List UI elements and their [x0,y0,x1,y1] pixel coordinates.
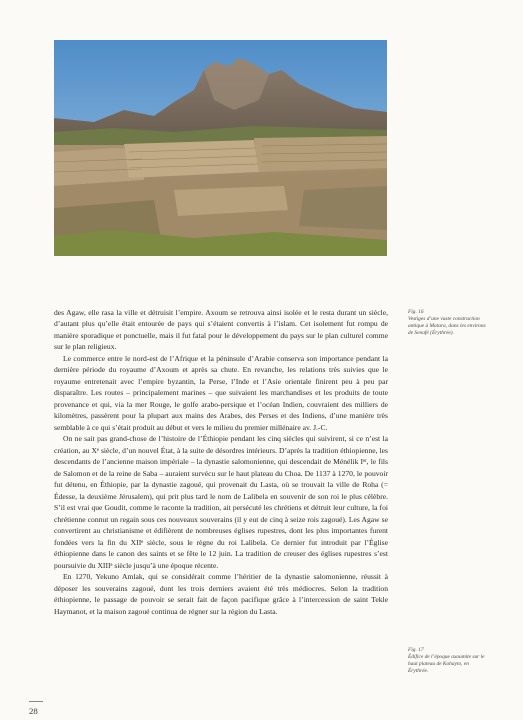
page-number: 28 [29,706,38,716]
paragraph: Le commerce entre le nord-est de l’Afrique et la péninsule d’Arabie conserva son importance pendant la dernière période du royaume d’Axoum et après sa chute. En revanche, les relations très suivies que le royaume entretenait avec l’empire byzantin, la Perse, l’Inde et l’Asie orientale finirent peu à peu par disparaître. Les routes – principalement marines – que suivaient les marchandises et les produits de toute provenance et qui, via la mer Rouge, le golfe arabo-persique et l’océan Indien, couvraient des milliers de kilomètres, passèrent pour la plupart aux mains des Arabes, des Perses et des Indiens, d’une manière très semblable à ce qui s’était produit au début et vers le milieu du premier millénaire av. J.-C. [54,353,388,432]
figure-number: Fig. 17 [408,647,424,653]
paragraph: En 1270, Yekuno Amlak, qui se considérait comme l’héritier de la dynastie salomonienne, réussit à déposer les souverains zagoué, dont les trois derniers avaient été très médiocres. Selon la tradition éthiopienne, le passage de pouvoir se serait fait de façon pacifique grâce à l’intercession de saint Tekle Haymanot, et la maison zagoué continua de régner sur la région du Lasta. [54,572,388,616]
main-article-text [54,307,388,617]
right-stones [299,186,387,230]
caption-text: Édifice de l’époque axoumite sur le haut plateau de Kohayto, en Érythrée. [408,654,485,674]
ruins-photo-illustration [54,40,387,256]
figure-number: Fig. 16 [408,309,424,315]
footer-rule [29,701,43,702]
figure-caption-16 [408,309,488,337]
caption-text: Vestiges d’une vaste construction antique à Matara, dans les environs de Senafé (Érythrée). [408,316,486,336]
paragraph: On ne sait pas grand-chose de l’histoire de l’Éthiopie pendant les cinq siècles qui suivirent, si ce n’est la création, au Xᵉ siècle, d’un nouvel État, à la suite de désordres intérieurs. D’après la tradition éthiopienne, les descendants de l’ancienne maison impériale – la dynastie salomonienne, qui descendait de Ménélik Iᵉʳ, le fils de Salomon et de la reine de Saba – auraient survécu sur le haut plateau du Choa. De 1137 à 1270, le pouvoir fut détenu, en Éthiopie, par la dynastie zagoué, qui provenait du Lasta, où se trouvait la ville de Roha (= Édesse, la deuxième Jérusalem), qui prit plus tard le nom de Lalibela en souvenir de son roi le plus célèbre. S’il est vrai que Goudit, comme le raconte la tradition, ait persécuté les chrétiens et détruit leur culture, la foi chrétienne connut un regain sous ces nouveaux souverains (il y eut de cinq à seize rois zagoué). Les Agaw se convertirent au christianisme et édifièrent de nombreuses églises rupestres, dont les plus importantes furent fondées vers la fin du XIIᵉ siècle, sous le règne du roi Lalibela. Ce dernier fut introduit par l’Église éthiopienne dans le canon des saints et se fête le 12 juin. La tradition de creuser des églises rupestres s’est poursuivie du XIIIᵉ siècle jusqu’à une époque récente. [54,434,388,570]
photograph-ruined-palace [54,40,387,256]
paragraph: des Agaw, elle rasa la ville et détruisit l’empire. Axoum se retrouva ainsi isolée et le resta durant un siècle, d’autant plus qu’elle était entourée de pays qui s’étaient convertis à l’islam. Cet isolement fut rompu de manière sporadique et ponctuelle, mais il fut fatal pour le développement du pays sur le plan culturel comme sur le plan religieux. [54,308,388,352]
wall-center [124,140,259,178]
figure-caption-17 [408,647,488,675]
